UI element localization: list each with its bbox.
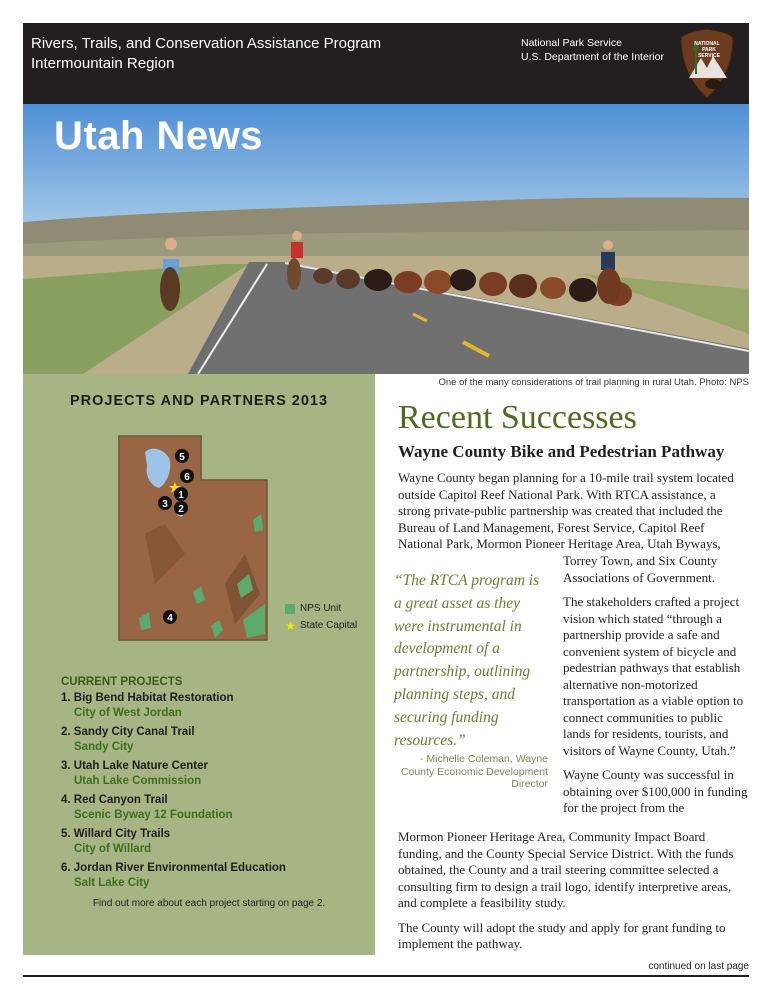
article-paragraph-3-end: Mormon Pioneer Heritage Area, Community Impact Board funding, and the County Special Service District. With the funds obtained, the County and a trail steering committee selected a consulting firm to design a trail logo, identify interpretive areas, and complete a feasibility study. <box>398 829 734 910</box>
project-partner: Scenic Byway 12 Foundation <box>74 809 233 821</box>
find-out-more-note: Find out more about each project starting on page 2. <box>92 898 326 909</box>
project-name: 6. Jordan River Environmental Education <box>61 862 286 874</box>
projects-sidebar <box>23 374 375 955</box>
newsletter-title: Utah News <box>54 114 263 158</box>
project-name: 3. Utah Lake Nature Center <box>61 760 208 772</box>
article-paragraph-1-tail: Torrey Town, and Six County Associations of Government. <box>563 553 718 585</box>
list-item <box>61 759 361 789</box>
sidebar-heading: PROJECTS AND PARTNERS 2013 <box>69 393 329 409</box>
article-title: Wayne County Bike and Pedestrian Pathway <box>398 442 725 461</box>
article-lower-column <box>398 829 750 961</box>
project-partner: City of Willard <box>74 843 152 855</box>
list-item <box>61 793 361 823</box>
article-paragraph-2: The stakeholders crafted a project vision which stated “through a partnership provide a safe and convenient system of bicycle and pedestrian pathways that establish alternative non-motorized transportation as a viable option to connect communities to public lands for residents, tourists, and visitors of Wayne County, Utah.” <box>563 594 744 758</box>
masthead <box>23 23 749 104</box>
map-legend <box>285 600 357 634</box>
project-list <box>61 691 361 895</box>
legend-nps-unit <box>285 600 357 617</box>
pull-quote-attribution: - Michelle Coleman, Wayne County Economic Development Director <box>400 753 548 790</box>
star-icon: ★ <box>285 618 296 633</box>
current-projects-heading: CURRENT PROJECTS <box>61 676 183 688</box>
project-name: 5. Willard City Trails <box>61 828 171 840</box>
region-name: Intermountain Region <box>31 55 175 72</box>
agency-block <box>521 36 664 64</box>
article-paragraph-4: The County will adopt the study and apply for grant funding to implement the pathway. <box>398 919 726 951</box>
map-marker-4: 4 <box>167 613 173 624</box>
list-item <box>61 861 361 891</box>
project-name: 1. Big Bend Habitat Restoration <box>61 692 234 704</box>
logo-text-2: PARK <box>702 47 716 53</box>
section-title: Recent Successes <box>398 399 637 436</box>
legend-nps-unit-label: NPS Unit <box>300 603 342 614</box>
article-paragraph-3-start: Wayne County was successful in obtaining over $100,000 in funding for the project from the <box>563 767 748 815</box>
map-marker-6: 6 <box>184 472 190 483</box>
agency-name: National Park Service <box>521 37 622 49</box>
list-item <box>61 691 361 721</box>
pull-quote: “The RTCA program is a great asset as they were instrumental in development of a partnership, outlining planning steps, and securing funding resources.” <box>394 572 540 749</box>
hero-photo <box>23 104 749 374</box>
list-item <box>61 827 361 857</box>
photo-caption: One of the many considerations of trail planning in rural Utah. Photo: NPS <box>438 377 749 388</box>
program-name: Rivers, Trails, and Conservation Assistance Program <box>31 35 382 52</box>
logo-text-3: SERVICE <box>698 53 720 59</box>
list-item <box>61 725 361 755</box>
project-name: 2. Sandy City Canal Trail <box>61 726 195 738</box>
project-partner: City of West Jordan <box>74 707 182 719</box>
article-paragraph-1: Wayne County began planning for a 10-mile trail system located outside Capitol Reef National Park. With RTCA assistance, a strong private-public partnership was created that included the Bureau of Land Management, Forest Service, Capitol Reef National Park, Mormon Pioneer Heritage Area, Utah Byways, <box>398 470 734 551</box>
legend-state-capital-label: State Capital <box>300 620 358 631</box>
logo-text-1: NATIONAL <box>694 41 720 47</box>
map-marker-5: 5 <box>179 452 185 463</box>
utah-projects-map <box>115 434 275 644</box>
program-block <box>31 34 381 74</box>
map-marker-1: 1 <box>178 490 184 501</box>
continued-note: continued on last page <box>648 961 749 972</box>
legend-state-capital <box>285 617 357 634</box>
article-narrow-column <box>563 553 750 817</box>
footer-rule <box>23 975 749 977</box>
department-name: U.S. Department of the Interior <box>521 51 664 63</box>
nps-arrowhead-logo <box>679 28 735 100</box>
project-name: 4. Red Canyon Trail <box>61 794 168 806</box>
map-marker-2: 2 <box>178 504 184 515</box>
pull-quote-block <box>394 398 558 798</box>
nps-unit-swatch <box>285 604 295 614</box>
project-partner: Sandy City <box>74 741 134 753</box>
project-partner: Salt Lake City <box>74 877 150 889</box>
map-marker-3: 3 <box>162 499 168 510</box>
project-partner: Utah Lake Commission <box>74 775 202 787</box>
